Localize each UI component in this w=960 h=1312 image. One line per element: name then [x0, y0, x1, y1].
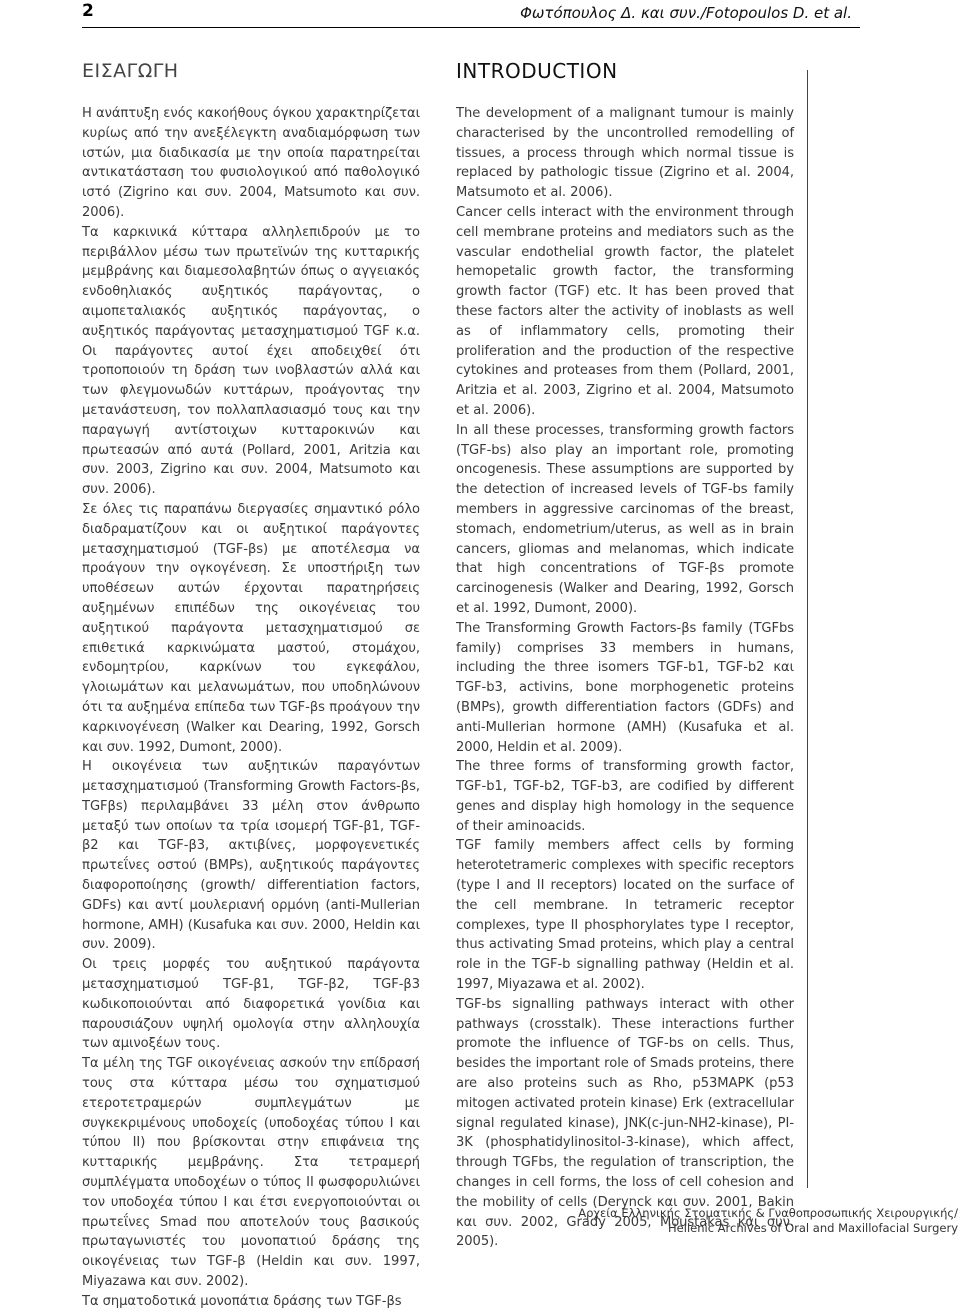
english-paragraph: TGF family members affect cells by forming heterotetrameric complexes with specific receptors (type I and II receptors) located on the surface of the cell membrane. In tetrameric receptor complexes, type II phosphorylates type I receptor, thus activating Smad proteins, which play a central role in the TGF-b signalling pathway (Heldin et al. 1997, Miyazawa et al. 2002). — [456, 838, 794, 993]
page-number: 2 — [82, 1, 94, 21]
page-header — [0, 0, 960, 34]
running-head: Φωτόπουλος Δ. και συν./Fotopoulos D. et al. — [520, 4, 852, 22]
greek-heading: ΕΙΣΑΓΩΓΗ — [82, 60, 179, 82]
english-paragraph: TGF-bs signalling pathways interact with other pathways (crosstalk). These interactions further promote the influence of TGF-bs on cells. Thus, besides the important role of Smads proteins, there are also proteins such as Rho, p53MAPK (p53 mitogen activated protein kinase) Erk (extracellular signal regulated kinase), JNK(c-jun-NH2-kinase), PI-3K (phosphatidylinositol-3-kinase), which affect, through TGFbs, the regulation of transcription, the changes in cell forms, the loss of cell cohesion and the mobility of cells (Derynck και συν. 2001, Bakin και συν. 2002, Grady 2005, Moustakas και συν. 2005). — [456, 996, 794, 1250]
greek-paragraph: Τα σηματοδοτικά μονοπάτια δράσης των TGF-βs — [82, 1293, 402, 1309]
english-paragraph: The Transforming Growth Factors-βs family (TGFbs family) comprises 33 members in humans, including the three isomers TGF-b1, TGF-b2 και TGF-b3, activins, bone morphogenetic proteins (BMPs), growth differentiation factors (GDFs) and anti-Mullerian hormone (AMH) (Kusafuka et al. 2000, Heldin et al. 2009). — [456, 620, 794, 755]
english-paragraph: The three forms of transforming growth factor, TGF-b1, TGF-b2, TGF-b3, are codified by different genes and display high homology in the sequence of their aminoacids. — [456, 759, 794, 834]
footer-journal-english: Hellenic Archives of Oral and Maxillofacial Surgery — [668, 1221, 958, 1235]
greek-column — [82, 60, 420, 1312]
page-footer — [258, 1206, 960, 1236]
header-rule — [82, 27, 860, 28]
english-paragraph: Cancer cells interact with the environment through cell membrane proteins and mediators such as the vascular endothelial growth factor, the platelet hemopetalic growth factor, the transforming growth factor (TGF) etc. It has been proved that these factors alter the activity of inoblasts as well as of inflammatory cells, promoting their proliferation and the production of the respective cytokines and proteases from them (Pollard, 2001, Aritzia et al. 2003, Zigrino et al. 2004, Matsumoto et al. 2006). — [456, 204, 794, 418]
greek-paragraph: Τα μέλη της TGF οικογένειας ασκούν την επίδρασή τους στα κύτταρα μέσω του σχηματισμού ετεροτετραμερών συμπλεγμάτων με συγκεκριμένους υποδοχείς (υποδοχέας τύπου I και τύπου II) που βρίσκονται στην επιφάνεια της κυτταρικής μεμβράνης. Στα τετραμερή συμπλέγματα υποδοχέων ο τύπος II φωσφορυλιώνει τον υποδοχέα τύπου I και έτσι ενεργοποιούνται οι πρωτεΐνες Smad που αποτελούν τους βασικούς πρωταγωνιστές του μονοπατιού δράσης της οικογένειας των TGF-β (Heldin και συν. 1997, Miyazawa και συν. 2002). — [82, 1056, 420, 1290]
greek-paragraph: Οι τρεις μορφές του αυξητικού παράγοντα μετασχηματισμού TGF-β1, TGF-β2, TGF-β3 κωδικοποιούνται από διαφορετικά γονίδια και παρουσιάζουν υψηλή ομολογία στην αλληλουχία των αμινοξέων τους. — [82, 957, 420, 1052]
greek-paragraph: Σε όλες τις παραπάνω διεργασίες σημαντικό ρόλο διαδραματίζουν και οι αυξητικοί παράγοντες μετασχηματισμού (TGF-βs) με αποτέλεσμα να προάγουν την ογκογένεση. Σε υποστήριξη των υποθέσεων αυτών έρχονται παρατηρήσεις αυξημένων επιπέδων της οικογένειας του αυξητικού παράγοντα μετασχηματισμού σε επιθετικά καρκινώματα μαστού, στομάχου, ενδομητρίου, καρκίνων του εγκεφάλου, γλοιωμάτων και μελανωμάτων, που υποδηλώνουν ότι τα αυξημένα επίπεδα των TGF-βs προάγουν την καρκινογένεση (Walker και Dearing, 1992, Gorsch και συν. 1992, Dumont, 2000). — [82, 501, 420, 755]
greek-paragraph: Η οικογένεια των αυξητικών παραγόντων μετασχηματισμού (Transforming Growth Factors-βs, TGFβs) περιλαμβάνει 33 μέλη στον άνθρωπο μεταξύ των οποίων τα τρία ισομερή TGF-β1, TGF-β2 και TGF-β3, ακτιβίνες, μορφογενετικές πρωτεΐνες οστού (BMPs), αυξητικούς παράγοντες διαφοροποίησης (growth/ differentiation factors, GDFs) και αντί μουλεριανή ορμόνη (anti-Mullerian hormone, AMH) (Kusafuka και συν. 2000, Heldin και συν. 2009). — [82, 759, 420, 953]
greek-paragraph: Η ανάπτυξη ενός κακοήθους όγκου χαρακτηρίζεται κυρίως από την ανεξέλεγκτη αναδιαμόρφωση των ιστών, μια διαδικασία με την οποία παρατηρείται αντικατάσταση του φυσιολογικού από παθολογικό ιστό (Zigrino και συν. 2004, Matsumoto και συν. 2006). — [82, 106, 420, 220]
english-column — [456, 60, 794, 1252]
english-paragraph: In all these processes, transforming growth factors (TGF-bs) also play an important role, promoting oncogenesis. These assumptions are supported by the detection of increased levels of TGF-bs family members in aggressive carcinomas of the breast, stomach, endometrium/uterus, as well as in brain cancers, gliomas and melanomas, which indicate that high concentrations of TGF-βs promote carcinogenesis (Walker and Dearing, 1992, Gorsch et al. 1992, Dumont, 2000). — [456, 422, 794, 616]
english-paragraph: The development of a malignant tumour is mainly characterised by the uncontrolled remodelling of tissues, a process through which normal tissue is replaced by pathologic tissue (Zigrino et al. 2004, Matsumoto et al. 2006). — [456, 106, 794, 201]
greek-paragraph: Τα καρκινικά κύτταρα αλληλεπιδρούν με το περιβάλλον μέσω των πρωτεϊνών της κυτταρικής μεμβράνης και διαμεσολαβητών όπως ο αγγειακός ενδοθηλιακός αυξητικός παράγοντας, ο αιμοπεταλιακός αυξητικός παράγοντας, ο αυξητικός παράγοντας μετασχηματισμού TGF κ.α. Οι παράγοντες αυτοί έχει αποδειχθεί ότι τροποποιούν τη δράση των ινοβλαστών αλλά και των φλεγμονωδών κυττάρων, προάγοντας την μετανάστευση, τον πολλαπλασιασμό τους και την παραγωγή αντίστοιχων κυτταροκινών και πρωτεασών από αυτά (Pollard, 2001, Aritzia και συν. 2003, Zigrino και συν. 2004, Matsumoto και συν. 2006). — [82, 224, 420, 498]
english-heading: INTRODUCTION — [456, 59, 618, 83]
column-divider — [807, 70, 808, 1188]
footer-journal-greek: Αρχεία Ελληνικής Στοματικής & Γναθοπροσωπικής Χειρουργικής/ — [578, 1206, 958, 1220]
